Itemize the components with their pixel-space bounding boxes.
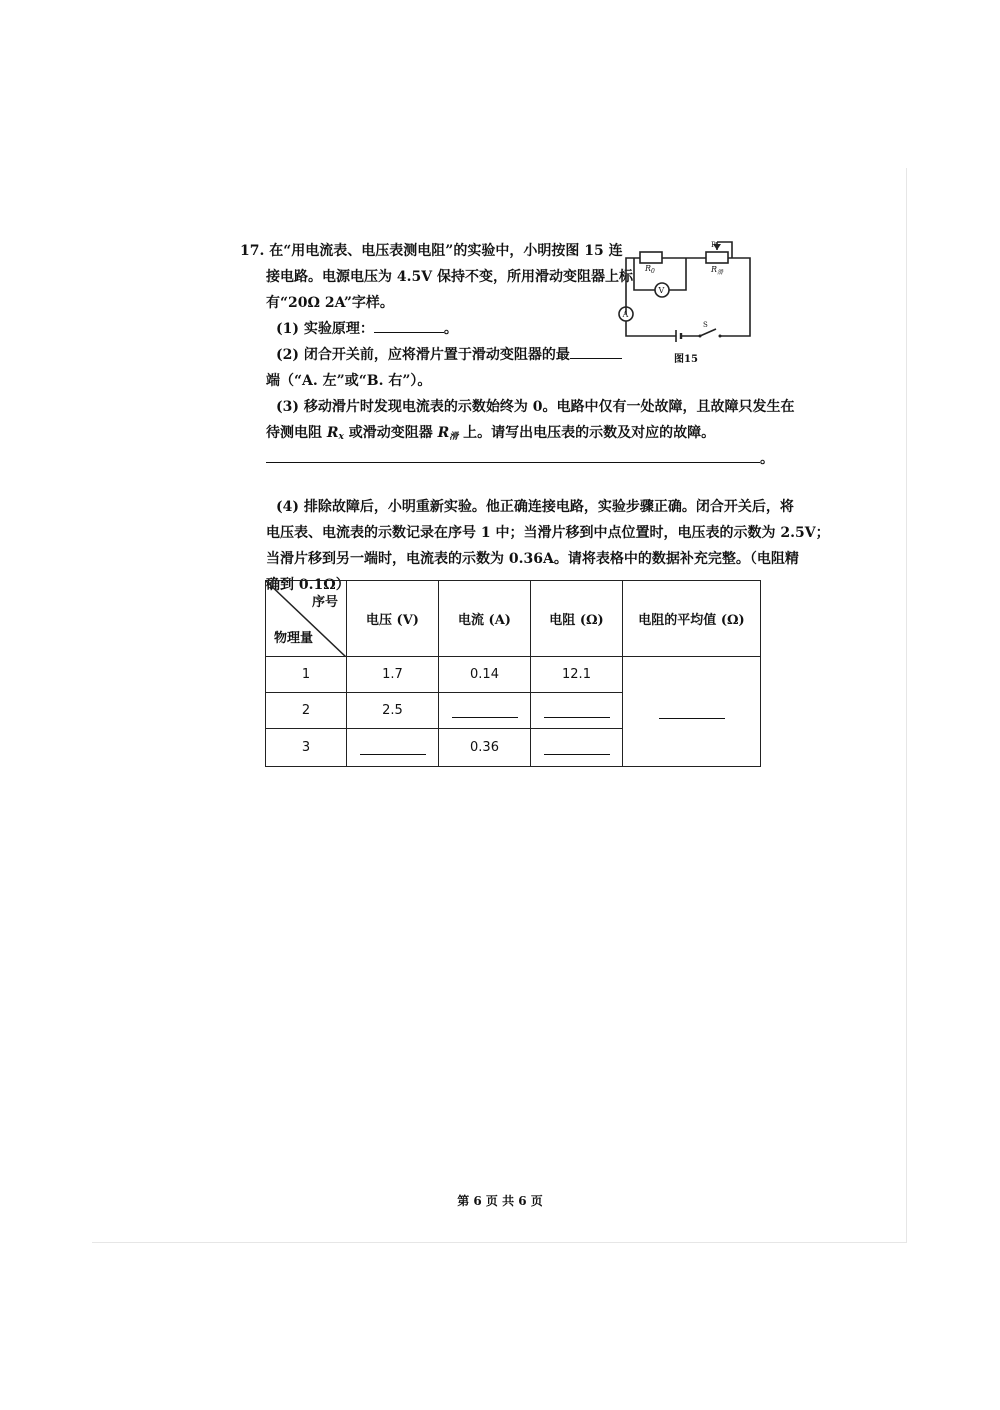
- question-number: 17.: [240, 243, 265, 259]
- question-intro-2: 接电路。电源电压为 4.5V 保持不变，所用滑动变阻器上标: [266, 269, 633, 285]
- switch-blade: [700, 329, 716, 336]
- row-3-resistance-blank[interactable]: [544, 740, 610, 755]
- row-1-current: 0.14: [439, 657, 531, 693]
- row-2-index: 2: [266, 693, 347, 729]
- rh-symbol: R: [437, 425, 450, 441]
- row-2-current-cell: [439, 693, 531, 729]
- header-voltage: 电压 (V): [347, 581, 439, 657]
- part-1-end: 。: [443, 321, 458, 337]
- question-intro-1: 在“用电流表、电压表测电阻”的实验中，小明按图 15 连: [269, 243, 623, 259]
- slider-label: P: [711, 241, 716, 249]
- header-current: 电流 (A): [439, 581, 531, 657]
- part-4-line-4: 确到 0.1Ω）: [266, 577, 350, 593]
- row-3-index: 3: [266, 729, 347, 767]
- corner-bottom-label: 物理量: [274, 631, 314, 646]
- part-1-label: (1) 实验原理：: [276, 321, 374, 337]
- part-2-label: (2) 闭合开关前，应将滑片置于滑动变阻器的最: [276, 347, 570, 363]
- row-2-voltage: 2.5: [347, 693, 439, 729]
- page-footer: 第 6 页 共 6 页: [457, 1194, 543, 1208]
- circuit-svg: [612, 238, 762, 368]
- page-edge-bottom: [92, 1242, 907, 1243]
- average-resistance-blank[interactable]: [659, 704, 725, 719]
- wire-right: [720, 258, 750, 336]
- r0-resistor: [640, 252, 662, 263]
- part-4-line-1: (4) 排除故障后，小明重新实验。他正确连接电路，实验步骤正确。闭合开关后，将: [276, 499, 794, 515]
- row-3-current: 0.36: [439, 729, 531, 767]
- part-3-text-c: 上。请写出电压表的示数及对应的故障。: [458, 425, 716, 441]
- r0-label: $R_0$: [645, 264, 655, 275]
- part-4-line-3: 当滑片移到另一端时，电流表的示数为 0.36A。请将表格中的数据补充完整。（电阻精: [266, 551, 799, 567]
- part-3-answer-line: [266, 446, 774, 472]
- header-resistance: 电阻 (Ω): [531, 581, 623, 657]
- row-2-current-blank[interactable]: [452, 703, 518, 718]
- part-4-line-2: 电压表、电流表的示数记录在序号 1 中；当滑片移到中点位置时，电压表的示数为 2.5V；: [266, 525, 830, 541]
- table-row: [266, 657, 761, 693]
- row-3-resistance-cell: [531, 729, 623, 767]
- row-3-voltage-cell: [347, 729, 439, 767]
- rx-subscript: x: [338, 432, 344, 442]
- data-table: [265, 580, 761, 767]
- row-1-resistance: 12.1: [531, 657, 623, 693]
- table-header-row: [266, 581, 761, 657]
- average-resistance-cell: [623, 657, 761, 767]
- part-3-answer-blank[interactable]: [266, 448, 760, 463]
- part-3-text-a: 待测电阻: [266, 425, 327, 441]
- wire-bottom-left: [626, 321, 676, 336]
- part-1: [276, 316, 458, 342]
- row-2-resistance-cell: [531, 693, 623, 729]
- ammeter-label: A: [622, 310, 629, 319]
- rh-subscript: 滑: [449, 432, 459, 442]
- circuit-diagram: [612, 238, 762, 368]
- rh-resistor: [706, 252, 728, 263]
- part-3-end: 。: [760, 451, 774, 467]
- row-3-voltage-blank[interactable]: [360, 740, 426, 755]
- part-2-continuation: 端（“A. 左”或“B. 右”）。: [266, 373, 432, 389]
- rx-symbol: R: [326, 425, 339, 441]
- row-1-voltage: 1.7: [347, 657, 439, 693]
- corner-top-label: 序号: [311, 595, 338, 610]
- voltmeter-label: V: [658, 286, 665, 295]
- row-1-index: 1: [266, 657, 347, 693]
- wire-voltmeter-right: [669, 258, 686, 290]
- header-average-resistance: 电阻的平均值 (Ω): [623, 581, 761, 657]
- part-2: [276, 342, 622, 368]
- rh-label: $R_滑$: [711, 265, 724, 276]
- figure-caption: 图15: [674, 354, 698, 365]
- page-edge-right: [906, 168, 907, 1243]
- question-intro-line-1: [240, 238, 623, 264]
- question-intro-3: 有“20Ω 2A”字样。: [266, 295, 394, 311]
- row-2-resistance-blank[interactable]: [544, 703, 610, 718]
- table-corner-cell: [266, 581, 347, 657]
- part-1-answer-blank[interactable]: [374, 318, 444, 333]
- part-3-line-1: (3) 移动滑片时发现电流表的示数始终为 0。电路中仅有一处故障，且故障只发生在: [276, 399, 795, 415]
- switch-label: S: [703, 321, 708, 329]
- wire-left-top: [626, 258, 640, 314]
- part-3-text-b: 或滑动变阻器: [343, 425, 438, 441]
